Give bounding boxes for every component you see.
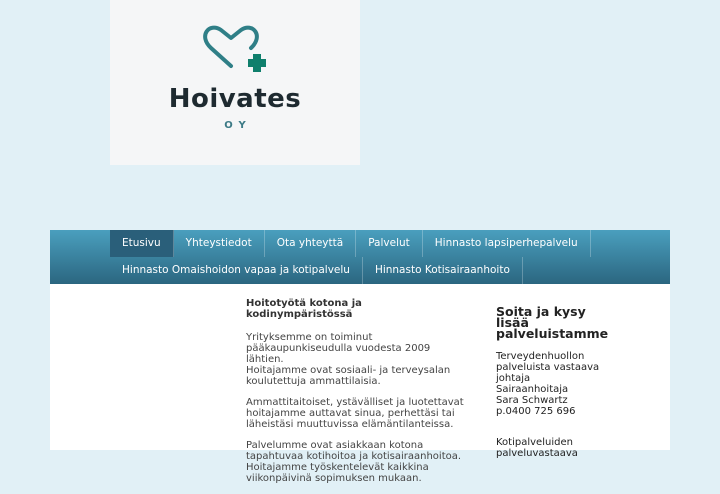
contact-block-1: [496, 351, 626, 417]
contact-sidebar: [496, 306, 626, 479]
nav-item-palvelut[interactable]: Palvelut: [356, 230, 423, 257]
nav-row-1: [110, 230, 591, 257]
company-logo[interactable]: [110, 0, 360, 165]
heart-cross-logo-icon: [110, 0, 360, 90]
heading-line: lisää: [496, 315, 529, 330]
article-paragraph-2: [246, 397, 468, 430]
article-paragraph-3: [246, 440, 468, 484]
text-line: koulutettuja ammattilaisia.: [246, 376, 381, 387]
text-line: Ammattitaitoiset, ystävälliset ja luotettavat: [246, 397, 464, 408]
text-line: Yrityksemme on toiminut: [246, 332, 373, 343]
nav-item-hinnasto-kotisairaanhoito[interactable]: Hinnasto Kotisairaanhoito: [363, 257, 523, 284]
main-article: [246, 298, 468, 494]
text-line: hoitajamme auttavat sinua, perhettäsi tai: [246, 408, 455, 419]
nav-item-yhteystiedot[interactable]: Yhteystiedot: [174, 230, 265, 257]
text-line: viikonpäivinä sopimuksen mukaan.: [246, 473, 422, 484]
phone-number: p.0400 725 696: [496, 406, 576, 417]
text-line: pääkaupunkiseudulla vuodesta 2009 lähtien.: [246, 343, 431, 365]
nav-item-ota-yhteytta[interactable]: Ota yhteyttä: [265, 230, 356, 257]
text-line: Sairaanhoitaja: [496, 384, 569, 395]
text-line: Palvelumme ovat asiakkaan kotona: [246, 440, 424, 451]
nav-item-etusivu[interactable]: Etusivu: [110, 230, 174, 257]
text-line: Sara Schwartz: [496, 395, 568, 406]
nav-item-hinnasto-lapsiperhepalvelu[interactable]: Hinnasto lapsiperhepalvelu: [423, 230, 591, 257]
text-line: palveluvastaava: [496, 448, 578, 459]
text-line: palveluista vastaava: [496, 362, 600, 373]
heading-line: palveluistamme: [496, 326, 609, 341]
nav-item-hinnasto-omaishoidon-vapaa[interactable]: Hinnasto Omaishoidon vapaa ja kotipalvelu: [110, 257, 363, 284]
text-line: tapahtuvaa kotihoitoa ja kotisairaanhoitoa.: [246, 451, 462, 462]
article-heading: Hoitotyötä kotona ja kodinympäristössä: [246, 298, 362, 320]
text-line: läheistäsi muuttuvissa elämäntilanteissa.: [246, 419, 454, 430]
sidebar-heading: [496, 306, 626, 339]
article-paragraph-1: [246, 332, 468, 387]
text-line: Hoitajamme ovat sosiaali- ja terveysalan: [246, 365, 451, 376]
text-line: Terveydenhuollon: [496, 351, 585, 362]
text-line: johtaja: [496, 373, 531, 384]
main-navigation: [50, 230, 670, 284]
heading-line: Soita ja kysy: [496, 304, 586, 319]
content-area: [50, 284, 670, 484]
logo-brand-name: Hoivates: [168, 84, 302, 114]
logo-brand-suffix: OY: [224, 120, 252, 131]
nav-row-2: [110, 257, 523, 284]
text-line: Hoitajamme työskentelevät kaikkina: [246, 462, 429, 473]
page-wrapper: [50, 230, 670, 484]
text-line: Kotipalveluiden: [496, 437, 573, 448]
contact-block-2: [496, 437, 626, 459]
